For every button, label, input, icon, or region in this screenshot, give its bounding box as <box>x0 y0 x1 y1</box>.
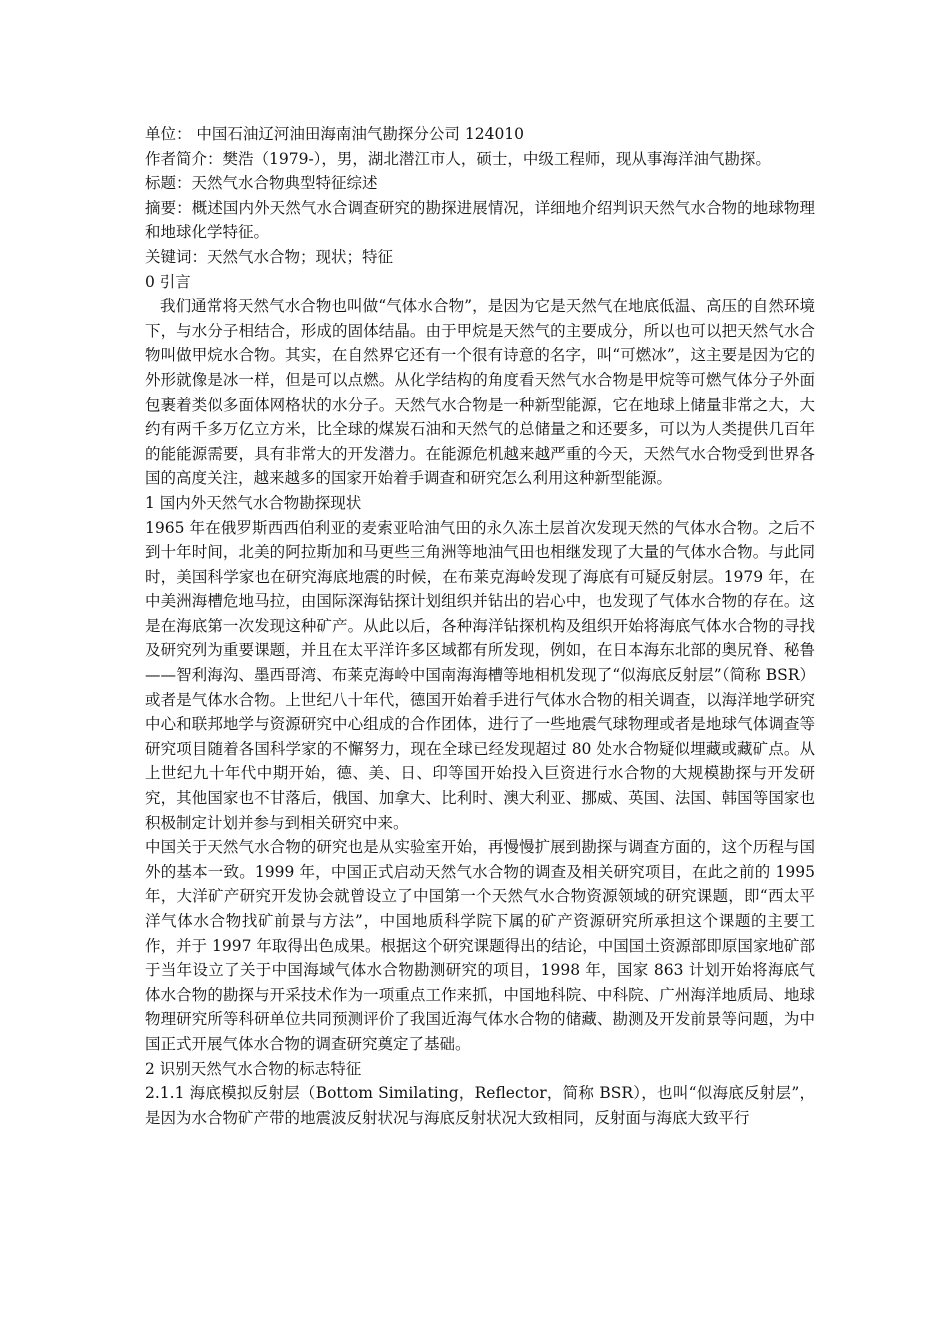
author-bio: 作者简介：樊浩（1979-），男，湖北潜江市人，硕士，中级工程师，现从事海洋油气勘探。 <box>145 149 771 168</box>
document-page <box>145 122 815 1130</box>
abstract: 摘要：概述国内外天然气水合调查研究的勘探进展情况，详细地介绍判识天然气水合物的地球物理和地球化学特征。 <box>145 198 815 242</box>
section-heading-intro: 0 引言 <box>145 272 191 291</box>
section-2-paragraph-1: 2.1.1 海底模拟反射层（Bottom Similating，Reflector，简称 BSR），也叫“似海底反射层”，是因为水合物矿产带的地震波反射状况与海底反射状况大致相同，反射面与海底大致平行 <box>145 1084 815 1127</box>
section-1-paragraph-2: 中国关于天然气水合物的研究也是从实验室开始，再慢慢扩展到勘探与调查方面的，这个历程与国外的基本一致。1999 年，中国正式启动天然气水合物的调查及相关研究项目，在此之前的 1995 年，大洋矿产研究开发协会就曾设立了中国第一个天然气水合物资源领域的研究课题，即“西太平洋气体水合物找矿前景与方法”，中国地质科学院下属的矿产资源研究所承担这个课题的主要工作，并于 1997 年取得出色成果。根据这个研究课题得出的结论，中国国土资源部即原国家地矿部于当年设立了关于中国海域气体水合物勘测研究的项目，1998 年，国家 863 计划开始将海底气体水合物的勘探与开采技术作为一项重点工作来抓，中国地科院、中科院、广州海洋地质局、地球物理研究所等科研单位共同预测评价了我国近海气体水合物的储藏、勘测及开发前景等问题，为中国正式开展气体水合物的调查研究奠定了基础。 <box>145 838 815 1053</box>
keywords: 关键词：天然气水合物；现状；特征 <box>145 247 394 266</box>
section-heading-1: 1 国内外天然气水合物勘探现状 <box>145 493 362 512</box>
author-unit: 单位： 中国石油辽河油田海南油气勘探分公司 124010 <box>145 125 525 143</box>
section-1-paragraph-1: 1965 年在俄罗斯西西伯利亚的麦索亚哈油气田的永久冻土层首次发现天然的气体水合物。之后不到十年时间，北美的阿拉斯加和马更些三角洲等地油气田也相继发现了大量的气体水合物。与此同时，美国科学家也在研究海底地震的时候，在布莱克海岭发现了海底有可疑反射层。1979 年，在中美洲海槽危地马拉，由国际深海钻探计划组织并钻出的岩心中，也发现了气体水合物的存在。这是在海底第一次发现这种矿产。从此以后，各种海洋钻探机构及组织开始将海底气体水合物的寻找及研究列为重要课题，并且在太平洋许多区域都有所发现，例如，在日本海东北部的奥尻脊、秘鲁——智利海沟、墨西哥湾、布莱克海岭中国南海海槽等地相机发现了“似海底反射层”（简称 BSR）或者是气体水合物。上世纪八十年代，德国开始着手进行气体水合物的相关调查，以海洋地学研究中心和联邦地学与资源研究中心组成的合作团体，进行了一些地震气球物理或者是地球气体调查等研究项目随着各国科学家的不懈努力，现在全球已经发现超过 80 处水合物疑似埋藏或藏矿点。从上世纪九十年代中期开始，德、美、日、印等国开始投入巨资进行水合物的大规模勘探与开发研究，其他国家也不甘落后，俄国、加拿大、比利时、澳大利亚、挪威、英国、法国、韩国等国家也积极制定计划并参与到相关研究中来。 <box>145 518 815 832</box>
doc-title: 标题：天然气水合物典型特征综述 <box>145 174 378 193</box>
intro-paragraph: 我们通常将天然气水合物也叫做“气体水合物”，是因为它是天然气在地底低温、高压的自然环境下，与水分子相结合，形成的固体结晶。由于甲烷是天然气的主要成分，所以也可以把天然气水合物叫做甲烷水合物。其实，在自然界它还有一个很有诗意的名字，叫“可燃冰”，这主要是因为它的外形就像是冰一样，但是可以点燃。从化学结构的角度看天然气水合物是甲烷等可燃气体分子外面包裹着类似多面体网格状的水分子。天然气水合物是一种新型能源，它在地球上储量非常之大，大约有两千多万亿立方米，比全球的煤炭石油和天然气的总储量之和还要多，可以为人类提供几百年的能能源需要，具有非常大的开发潜力。在能源危机越来越严重的今天，天然气水合物受到世界各国的高度关注，越来越多的国家开始着手调查和研究怎么利用这种新型能源。 <box>145 297 815 488</box>
section-heading-2: 2 识别天然气水合物的标志特征 <box>145 1059 362 1078</box>
